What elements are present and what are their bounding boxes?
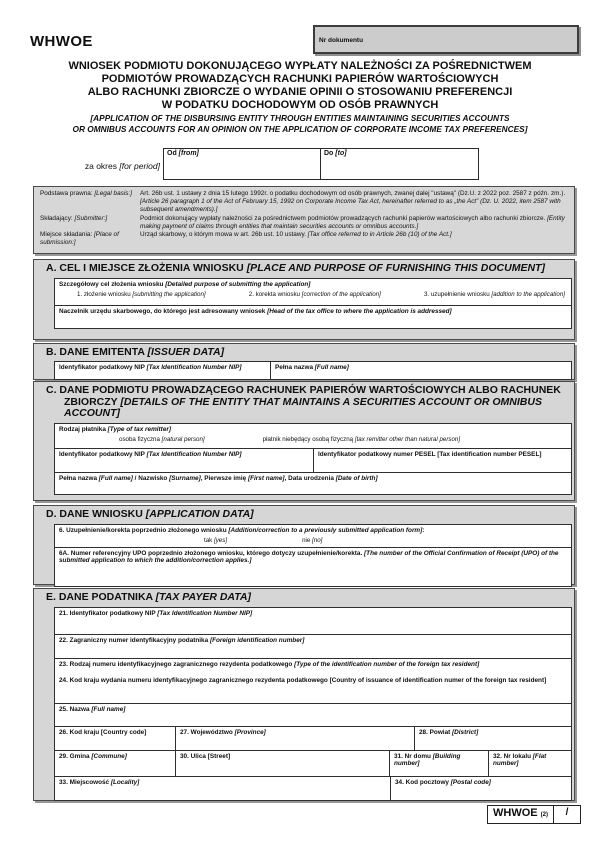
maintainer-pesel-label: Identyfikator podatkowy numer PESEL [Tax identification number PESEL] bbox=[318, 450, 542, 458]
option-addition[interactable]: 3. uzupełnienie wniosku [addition to the application] bbox=[423, 291, 565, 299]
form-subtitle-line: [APPLICATION OF THE DISBURSING ENTITY THROUGH ENTITIES MAINTAINING SECURITIES ACCOUNTS bbox=[90, 113, 510, 123]
section-c bbox=[33, 381, 575, 501]
maintainer-name-field[interactable] bbox=[54, 472, 572, 495]
legal-basis-text: Art. 26b ust. 1 ustawy z dnia 15 lutego 1992r. o podatku dochodowym od osób prawnych, zwanej dalej "ustawą" (Dz.U. z 2022 poz. 2587 z późn. zm.). [Article 26 paragraph 1 of the Act of February 15, 1992 on Corporate Income Tax Act, hereinafter referred to as „the Act” (Dz. U. 2022, item 2587 with subsequent amendments).] bbox=[140, 190, 566, 214]
street-field[interactable] bbox=[175, 750, 390, 777]
form-title-line: WNIOSEK PODMIOTU DOKONUJĄCEGO WYPŁATY NALEŻNOŚCI ZA POŚREDNICTWEM bbox=[68, 60, 532, 72]
option-yes[interactable]: tak [yes] bbox=[204, 537, 228, 545]
taxpayer-nip-field[interactable] bbox=[54, 607, 572, 635]
legal-basis-label: Podstawa prawna: [Legal basis:] bbox=[40, 190, 133, 197]
period-to-field[interactable]: Do [to] bbox=[320, 148, 479, 180]
submitter-row bbox=[40, 215, 568, 231]
form-subtitle-line: OR OMNIBUS ACCOUNTS FOR AN OPINION ON THE APPLICATION OF CORPORATE INCOME TAX PREFERENCES] bbox=[72, 124, 528, 134]
submitter-label: Składający: [Submitter:] bbox=[40, 214, 108, 222]
section-e-title: E. DANE PODATNIKA [TAX PAYER DATA] bbox=[46, 591, 251, 603]
form-title-line: ALBO RACHUNKI ZBIORCZE O WYDANIE OPINII O STOSOWANIU PREFERENCJI bbox=[87, 86, 513, 98]
locality-field[interactable] bbox=[54, 776, 391, 801]
commune-label: 29. Gmina [Commune] bbox=[59, 752, 127, 760]
postal-code-label: 34. Kod pocztowy [Postal code] bbox=[395, 778, 491, 786]
street-label: 30. Ulica [Street] bbox=[180, 752, 231, 760]
legal-basis-row bbox=[40, 190, 568, 215]
section-b-title: B. DANE EMITENTA [ISSUER DATA] bbox=[46, 346, 225, 358]
flat-number-label: 32. Nr lokalu [Flat number] bbox=[493, 752, 547, 768]
taxpayer-name-label: 25. Nazwa [Full name] bbox=[59, 705, 126, 713]
issuer-full-name-label: Pełna nazwa [Full name] bbox=[275, 363, 349, 371]
addition-correction-label: 6. Uzupełnienie/korekta poprzednio złożonego wniosku [Addition/correction to a previously submitted application form]: bbox=[59, 526, 425, 534]
upo-reference-label: 6A. Numer referencyjny UPO poprzednio złożonego wniosku, którego dotyczy uzupełnienie/korekta. [The number of the Official Confirmation of Receipt (UPO) of the submitted application to which the addition/correction applies.] bbox=[59, 549, 559, 565]
form-title bbox=[0, 60, 600, 112]
tax-office-label: Naczelnik urzędu skarbowego, do którego jest adresowany wniosek [Head of the tax office to where the application is addressed] bbox=[59, 307, 452, 315]
postal-code-field[interactable] bbox=[390, 776, 572, 801]
form-subtitle bbox=[0, 113, 600, 135]
period-from-field[interactable]: Od [from] bbox=[163, 148, 322, 180]
option-submit-application[interactable]: 1. złożenie wniosku [submitting the application] bbox=[77, 291, 206, 299]
foreign-id-type-label: 23. Rodzaj numeru identyfikacyjnego zagranicznego rezydenta podatkowego [Type of the identification number of the foreign tax resident] bbox=[59, 660, 480, 668]
purpose-field bbox=[54, 278, 572, 306]
taxpayer-name-field[interactable] bbox=[54, 703, 572, 727]
footer-form-code-box bbox=[487, 805, 581, 824]
foreign-id-field[interactable] bbox=[54, 634, 572, 659]
option-non-natural-person[interactable]: płatnik niebędący osobą fizyczną [tax remitter other than natural person] bbox=[262, 436, 461, 444]
footer-slash: / bbox=[565, 807, 569, 818]
foreign-id-label: 22. Zagraniczny numer identyfikacyjny podatnika [Foreign identification number] bbox=[59, 636, 305, 644]
form-code: WHWOE bbox=[30, 33, 93, 50]
remitter-type-label: Rodzaj płatnika [Type of tax remitter] bbox=[59, 425, 171, 433]
addition-correction-field bbox=[54, 524, 572, 548]
purpose-options bbox=[59, 291, 567, 298]
taxpayer-nip-label: 21. Identyfikator podatkowy NIP [Tax Identification Number NIP] bbox=[59, 609, 253, 617]
building-number-label: 31. Nr domu [Building number] bbox=[394, 752, 461, 768]
footer-page-number: (2) bbox=[540, 812, 549, 818]
upo-reference-field[interactable] bbox=[54, 547, 572, 587]
section-b bbox=[33, 343, 575, 380]
section-c-title: C. DANE PODMIOTU PROWADZĄCEGO RACHUNEK PAPIERÓW WARTOŚCIOWYCH ALBO RACHUNEK ZBIORCZY [DETAILS OF THE ENTITY THAT MAINTAINS A SECURITIES ACCOUNT OR OMNIBUS ACCOUNT] bbox=[46, 384, 561, 419]
period-label: za okres [for period] bbox=[84, 161, 160, 171]
option-no[interactable]: nie [no] bbox=[302, 537, 323, 545]
submitter-text: Podmiot dokonujący wypłaty należności za pośrednictwem podmiotów prowadzących rachunki papierów wartościowych albo rachunki zbiorcze. [Entity making payment of claims through entities that maintain securities accounts or omnibus accounts.] bbox=[140, 214, 565, 230]
section-d bbox=[33, 505, 575, 585]
commune-field[interactable] bbox=[54, 750, 176, 777]
locality-label: 33. Miejscowość [Locality] bbox=[59, 778, 140, 786]
footer-form-code: WHWOE (2) bbox=[488, 806, 554, 823]
district-label: 28. Powiat [District] bbox=[419, 728, 479, 736]
section-a-title: A. CEL I MIEJSCE ZŁOŻENIA WNIOSKU [PLACE AND PURPOSE OF FURNISHING THIS DOCUMENT] bbox=[46, 262, 545, 274]
addition-correction-options bbox=[59, 537, 567, 544]
foreign-id-type-and-country-field[interactable] bbox=[54, 658, 572, 704]
tax-office-field[interactable] bbox=[54, 305, 572, 329]
maintainer-name-label: Pełna nazwa [Full name] / Nazwisko [Surname], Pierwsze imię [First name], Data urodzenia [Date of birth] bbox=[59, 474, 378, 482]
document-number-label: Nr dokumentu bbox=[319, 37, 364, 44]
district-field[interactable] bbox=[414, 726, 572, 751]
maintainer-nip-label: Identyfikator podatkowy NIP [Tax Identification Number NIP] bbox=[59, 450, 242, 458]
legal-basis-box bbox=[33, 186, 575, 254]
maintainer-nip-field[interactable] bbox=[54, 448, 314, 473]
remitter-type-options bbox=[59, 436, 567, 443]
remitter-type-field bbox=[54, 423, 572, 449]
foreign-id-country-label: 24. Kod kraju wydania numeru identyfikacyjnego zagranicznego rezydenta podatkowego [Country of issuance of identification numer of the foreign tax resident] bbox=[59, 677, 547, 685]
document-number-field bbox=[313, 25, 579, 54]
option-correction[interactable]: 2. korekta wniosku [correction of the application] bbox=[248, 291, 381, 299]
place-of-submission-row bbox=[40, 231, 568, 247]
form-title-line: W PODATKU DOCHODOWYM OD OSÓB PRAWNYCH bbox=[161, 99, 439, 111]
country-code-label: 26. Kod kraju [Country code] bbox=[59, 728, 147, 736]
issuer-nip-label: Identyfikator podatkowy NIP [Tax Identification Number NIP] bbox=[59, 363, 242, 371]
province-field[interactable] bbox=[175, 726, 415, 751]
purpose-label: Szczegółowy cel złożenia wniosku [Detailed purpose of submitting the application] bbox=[59, 280, 311, 288]
issuer-full-name-field[interactable] bbox=[270, 361, 572, 380]
place-of-submission-text: Urząd skarbowy, o którym mowa w art. 26b ust. 10 ustawy. [Tax office referred to in Article 26b (10) of the Act.] bbox=[140, 231, 452, 239]
issuer-nip-field[interactable] bbox=[54, 361, 271, 380]
country-code-field[interactable] bbox=[54, 726, 176, 751]
province-label: 27. Województwo [Province] bbox=[180, 728, 266, 736]
form-title-line: PODMIOTÓW PROWADZĄCYCH RACHUNKI PAPIERÓW WARTOŚCIOWYCH bbox=[101, 73, 499, 85]
maintainer-pesel-field[interactable] bbox=[313, 448, 572, 473]
section-d-title: D. DANE WNIOSKU [APPLICATION DATA] bbox=[46, 508, 254, 520]
building-number-field[interactable] bbox=[389, 750, 489, 777]
flat-number-field[interactable] bbox=[488, 750, 572, 777]
section-a bbox=[33, 259, 575, 340]
option-natural-person[interactable]: osoba fizyczna [natural person] bbox=[119, 436, 205, 444]
section-e bbox=[33, 588, 575, 801]
place-of-submission-label: Miejsce składania: [Place of submission:] bbox=[40, 231, 119, 247]
